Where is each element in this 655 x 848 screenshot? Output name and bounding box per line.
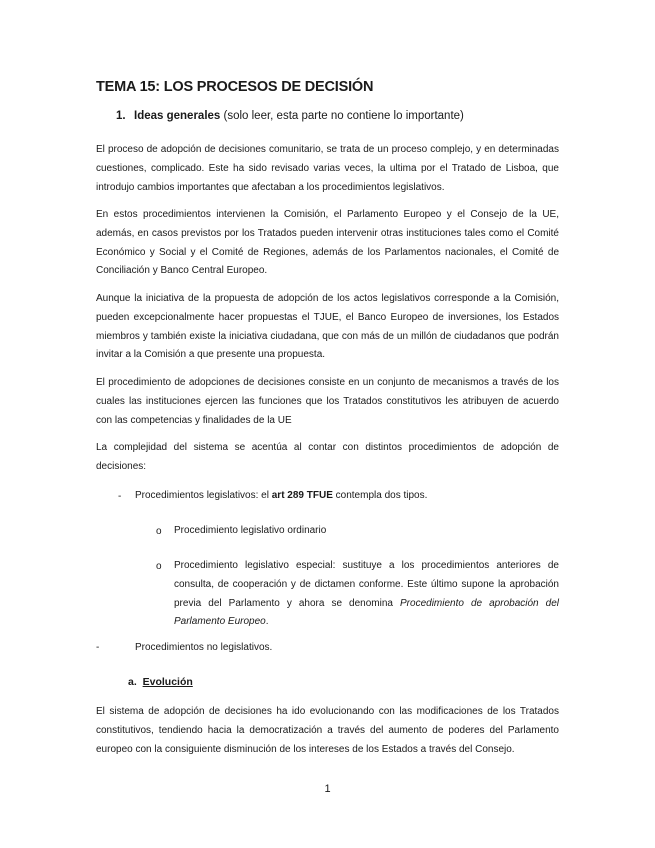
sublist-item-italic: Procedimiento de aprobación del Parlamento Europeo <box>174 597 559 628</box>
subsection-letter: a. <box>128 676 137 688</box>
list-bullet-dash: - <box>118 491 122 502</box>
list-item-text-end: contempla dos tipos. <box>332 490 428 501</box>
section-number: 1. <box>116 110 126 122</box>
sublist-item-end: . <box>265 616 269 628</box>
section-heading-ideas-generales <box>116 110 464 122</box>
sublist-item-ordinario: Procedimiento legislativo ordinario <box>174 525 327 536</box>
section-heading-text: Ideas generales <box>134 110 221 122</box>
paragraph-2: En estos procedimientos intervienen la Comisión, el Parlamento Europeo y el Consejo de la UE, además, en casos previstos por los Tratados pueden intervenir otras instituciones tales como el Comité Económico y Social y el Comité de Regiones, además de los Parlamentos nacionales, el Comité de Conciliación y Banco Central Europeo. <box>96 209 559 277</box>
paragraph-1: El proceso de adopción de decisiones comunitario, se trata de un proceso complejo, y en determinadas cuestiones, complicado. Este ha sido revisado varias veces, la ultima por el Tratado de Lisboa, que introdujo cambios importantes que afectaban a los procedimientos legislativos. <box>96 144 559 193</box>
paragraph-3: Aunque la iniciativa de la propuesta de adopción de los actos legislativos corresponde a la Comisión, pueden excepcionalmente hacer propuestas el TJUE, el Banco Europeo de inversiones, los Estados miembros y también existe la iniciativa ciudadana, que con más de un millón de ciudadanos que podrán invitar a la Comisión a que presente una propuesta. <box>96 293 559 361</box>
page-number: 1 <box>324 783 331 795</box>
paragraph-4: El procedimiento de adopciones de decisiones consiste en un conjunto de mecanismos a través de los cuales las instituciones ejercen las funciones que los Tratados constitutivos les atribuyen de acuerdo con las competencias y finalidades de la UE <box>96 377 559 426</box>
list-bullet-dash: - <box>96 642 100 653</box>
section-heading-note: (solo leer, esta parte no contiene lo importante) <box>220 110 464 122</box>
list-item-no-legislativos: Procedimientos no legislativos. <box>135 642 273 653</box>
sublist-bullet-circle: o <box>156 526 162 537</box>
sublist-item-especial <box>174 557 559 632</box>
sublist-item-text: Procedimiento legislativo especial: sustituye a los procedimientos anteriores de consulta, de cooperación y de dictamen conforme. Este último supone la aprobación previa del Parlamento y ahora se denomina <box>174 560 559 609</box>
subsection-heading-text: Evolución <box>142 676 193 688</box>
paragraph-5: La complejidad del sistema se acentúa al contar con distintos procedimientos de adopción de decisiones: <box>96 442 559 472</box>
list-item-text: Procedimientos legislativos: el <box>135 490 272 501</box>
subsection-heading-evolucion <box>128 676 193 688</box>
sublist-bullet-circle: o <box>156 561 162 572</box>
paragraph-evolucion: El sistema de adopción de decisiones ha ido evolucionando con las modificaciones de los Tratados constitutivos, tendiendo hacia la democratización a través del aumento de poderes del Parlamento europeo con la consiguiente disminución de los intereses de los Estados a través del Consejo. <box>96 706 559 755</box>
list-item-procedimientos-legislativos <box>135 487 427 506</box>
page-title: TEMA 15: LOS PROCESOS DE DECISIÓN <box>96 79 374 95</box>
article-reference: art 289 TFUE <box>271 490 333 501</box>
